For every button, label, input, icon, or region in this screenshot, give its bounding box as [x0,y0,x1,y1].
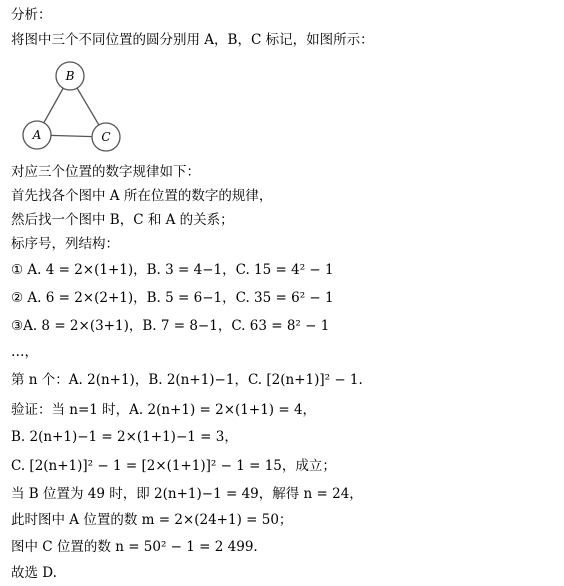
line-step-relation: 然后找一个图中 B，C 和 A 的关系； [11,212,234,228]
circle-a [23,121,51,149]
line-answer: 故选 D. [11,565,57,581]
circle-b-label: B [65,69,75,83]
line-ellipsis: …， [11,344,38,360]
line-verify-c: C. [2(n+1)]² − 1 = [2×(1+1)]² − 1 = 15，成立； [11,458,336,474]
line-case-2: ② A. 6 = 2×(2+1)，B. 5 = 6−1，C. 35 = 6² − 1 [11,290,334,306]
line-compute-m: 此时图中 A 位置的数 m = 2×(24+1) = 50； [11,512,293,528]
line-analysis-heading: 分析： [11,7,52,23]
line-label-circles: 将图中三个不同位置的圆分别用 A，B，C 标记，如图所示： [11,32,374,48]
circle-a-label: A [32,128,42,142]
circle-b [56,62,84,90]
line-step-structure: 标序号，列结构： [11,236,119,252]
circle-c-label: C [101,130,111,144]
triangle-circle-diagram [20,58,130,158]
line-solve-n: 当 B 位置为 49 时，即 2(n+1)−1 = 49，解得 n = 24， [11,486,363,502]
line-verify-b: B. 2(n+1)−1 = 2×(1+1)−1 = 3， [11,429,238,445]
line-step-find-a: 首先找各个图中 A 所在位置的数字的规律， [11,188,273,204]
line-general-term: 第 n 个：A. 2(n+1)，B. 2(n+1)−1，C. [2(n+1)]² − 1. [11,372,363,388]
circle-c [92,123,120,151]
line-case-1: ① A. 4 = 2×(1+1)，B. 3 = 4−1，C. 15 = 4² − 1 [11,262,334,278]
line-compute-c: 图中 C 位置的数 n = 50² − 1 = 2 499. [11,539,258,555]
line-case-3: ③A. 8 = 2×(3+1)，B. 7 = 8−1，C. 63 = 8² − 1 [11,318,330,334]
line-pattern-intro: 对应三个位置的数字规律如下： [11,164,200,180]
line-verify-a: 验证：当 n=1 时，A. 2(n+1) = 2×(1+1) = 4， [11,402,317,418]
